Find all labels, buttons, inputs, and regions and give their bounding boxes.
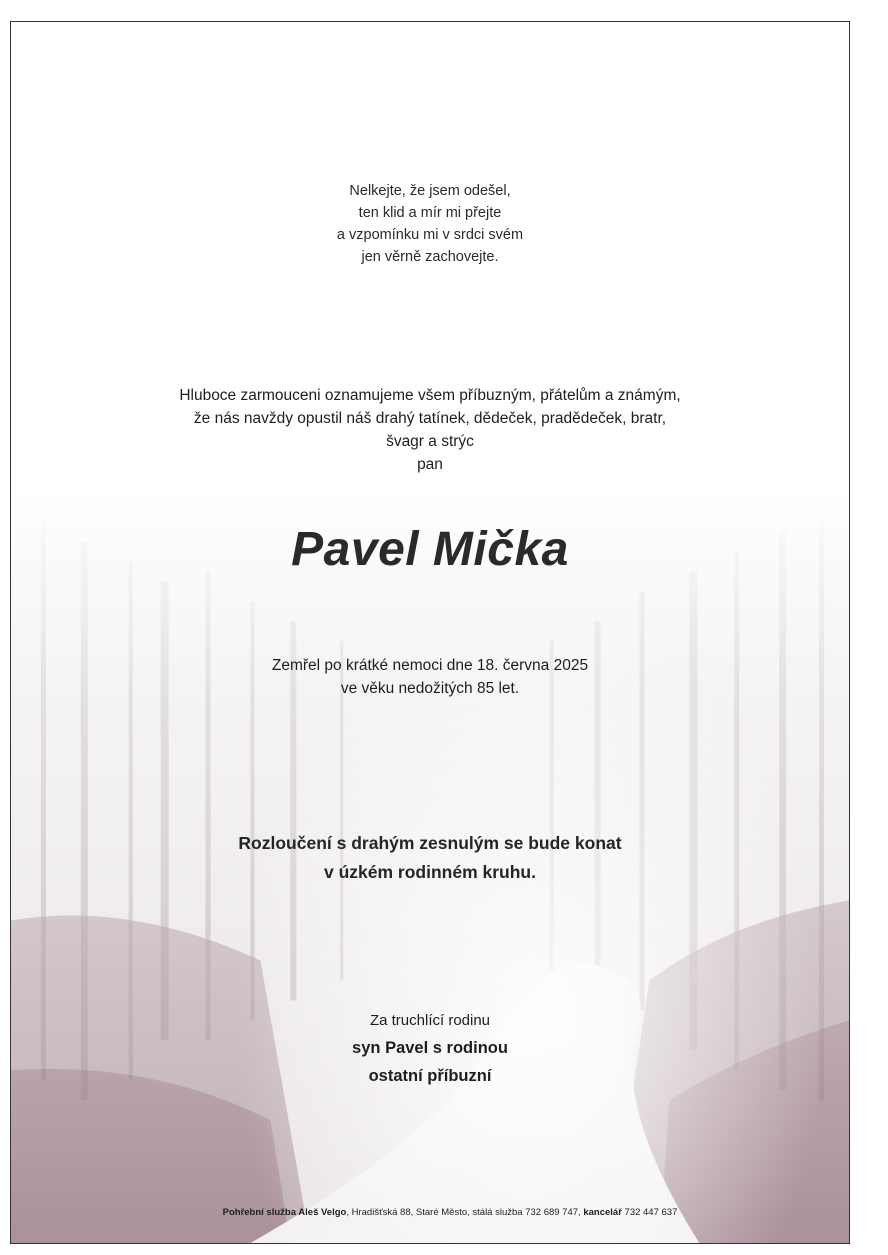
announcement-line: pan: [417, 456, 443, 473]
farewell-notice: [11, 829, 849, 887]
family-name: ostatní příbuzní: [368, 1067, 492, 1085]
funeral-service-footer: [31, 1207, 850, 1218]
farewell-line: Rozloučení s drahým zesnulým se bude konat: [238, 833, 622, 853]
deceased-name: Pavel Mička: [291, 523, 569, 576]
verse-line: Nelkejte, že jsem odešel,: [349, 183, 511, 199]
footer-company: Pohřební služba Aleš Velgo: [222, 1207, 347, 1218]
memorial-verse: [11, 180, 849, 268]
verse-line: a vzpomínku mi v srdci svém: [336, 227, 524, 243]
verse-line: jen věrně zachovejte.: [361, 249, 499, 265]
footer-office-label: kancelář: [583, 1207, 622, 1218]
death-info-line: Zemřel po krátké nemoci dne 18. června 2025: [271, 657, 589, 674]
footer-details: , Hradišťská 88, Staré Město, stálá služba 732 689 747,: [346, 1207, 581, 1218]
death-info-line: ve věku nedožitých 85 let.: [340, 680, 520, 697]
obituary-page: [10, 21, 850, 1244]
family-intro: Za truchlící rodinu: [369, 1012, 491, 1029]
announcement-line: švagr a strýc: [386, 433, 474, 450]
verse-line: ten klid a mír mi přejte: [358, 205, 502, 221]
mourning-family: [11, 1008, 849, 1090]
footer-office-phone: 732 447 637: [624, 1207, 678, 1218]
announcement-line: že nás navždy opustil náš drahý tatínek, dědeček, pradědeček, bratr,: [193, 410, 667, 427]
announcement-text: [11, 384, 849, 476]
death-info: [11, 654, 849, 700]
family-name: syn Pavel s rodinou: [352, 1039, 508, 1057]
announcement-line: Hluboce zarmouceni oznamujeme všem příbuzným, přátelům a známým,: [179, 387, 681, 404]
farewell-line: v úzkém rodinném kruhu.: [324, 862, 536, 882]
